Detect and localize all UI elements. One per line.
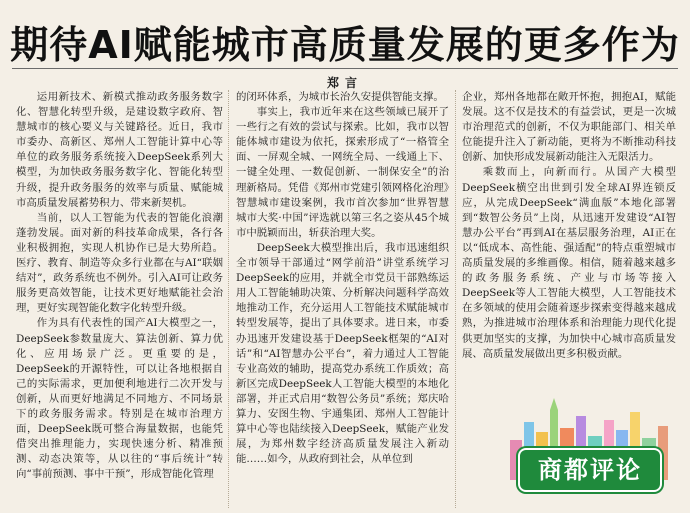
- headline: 期待AI赋能城市高质量发展的更多作为: [10, 23, 680, 67]
- column-divider: [228, 90, 229, 508]
- headline-rule: [12, 68, 678, 69]
- article-column-2: [236, 90, 449, 508]
- author-byline: 郑言: [326, 76, 363, 90]
- paragraph: DeepSeek大模型推出后，我市迅速组织全市领导干部通过“网学前沿”讲堂系统学习DeepSeek的应用，并就全市党员干部熟练运用人工智能辅助决策、分析解决问题科学高效地推动工作，充分运用人工智能技术赋能城市转型发展等，提出了具体要求。进日来，市委办迅速开发建设基于DeepSeek框架的“AI对话”和“AI智慧办公平台”，着力通过人工智能专业高效的辅助，提高党办系统工作质效；高新区完成DeepSeek人工智能大模型的本地化部署，并正式启用“数智公务员”系统；郑庆哈算力、安图生物、宇通集团、郑州人工智能计算中心等也陆续接入DeepSeek，赋能产业发展，为郑州数字经济高质量发展注入新动能……如今，从政府到社会，从单位到: [236, 241, 449, 466]
- paragraph: 的闭环体系，为城市长治久安提供智能支撑。: [236, 91, 444, 103]
- column-logo-label: 商都评论: [520, 450, 660, 490]
- paragraph: 事实上，我市近年来在这些领域已展开了一些行之有效的尝试与探索。比如，我市以智能体城市建设为依托，探索形成了“一格管全面、一屏观全城、一网统全局、一线通上下、一键全处理、一数促创新、一制保安全”的治理新格局。凭借《郑州市党建引领网格化治理》智慧城市建设案例，我市首次参加“世界智慧城市大奖·中国”评选就以第三名之姿从45个城市中脱颖而出，斩获治理大奖。: [236, 106, 449, 239]
- paragraph: 企业，郑州各地都在敞开怀抱，拥抱AI，赋能发展。这不仅是技术的有益尝试，更是一次城市治理范式的创新，不仅为职能部门、相关单位能提升注入了新动能，更将为不断推动科技创新、加快形成发展新动能注入无限活力。: [462, 91, 676, 164]
- paragraph: 运用新技术、新模式推动政务服务数字化、智慧化转型升级，是建设数字政府、智慧城市的核心要义与关键路径。近日，我市市委办、高新区、郑州人工智能计算中心等单位的政务服务系统接入DeepSeek系列大模型，为加快政务服务数字化、智能化转型升级，提升政务服务的效率与质量、赋能城市高质量发展蓄势积力、带来新契机。: [16, 91, 223, 209]
- column-logo: [498, 392, 678, 508]
- paragraph: 乘数而上，向新而行。从国产大模型DeepSeek横空出世到引发全球AI界连锁反应，从完成DeepSeek“满血版”本地化部署到“数智公务员”上岗，从迅速开发建设“AI智慧办公平台”再到AI在基层服务治理，AI正在以“低成本、高性能、强适配”的特点重塑城市高质量发展的多维画像。相信，随着越来越多的政务服务系统、产业与市场等接入DeepSeek等人工智能大模型，人工智能技术在多领域的使用会随着逐步探索变得越来越成熟，为推进城市治理体系和治理能力现代化提供更加坚实的支撑，为加快中心城市高质量发展、高质量发展做出更多积极贡献。: [462, 166, 676, 360]
- paragraph: 当前，以人工智能为代表的智能化浪潮蓬勃发展。面对新的科技革命成果，各行各业积极拥抱，实现人机协作已是大势所趋。医疗、教育、制造等众多行业都在与AI“联姻结对”，政务系统也不例外。引入AI可让政务服务更高效智能，让技术更好地赋能社会治理，更好实现智能化数字化转型升级。: [16, 211, 223, 315]
- article-column-1: [16, 90, 223, 508]
- paragraph: 作为具有代表性的国产AI大模型之一，DeepSeek参数量庞大、算法创新、算力优化、应用场景广泛。更重要的是，DeepSeek的开源特性，可以让各地根据自己的实际需求，更加便利地进行二次开发与创新，从而更好地满足不同地方、不同场景下的政务服务需求。特别是在城市治理方面，DeepSeek既可整合海量数据，也能凭借突出推理能力，实现快速分析、精准预测、动态决策等，从以往的“事后统计”转向“事前预测、事中干预”，形成智能化管理: [16, 317, 223, 481]
- column-divider: [455, 90, 456, 508]
